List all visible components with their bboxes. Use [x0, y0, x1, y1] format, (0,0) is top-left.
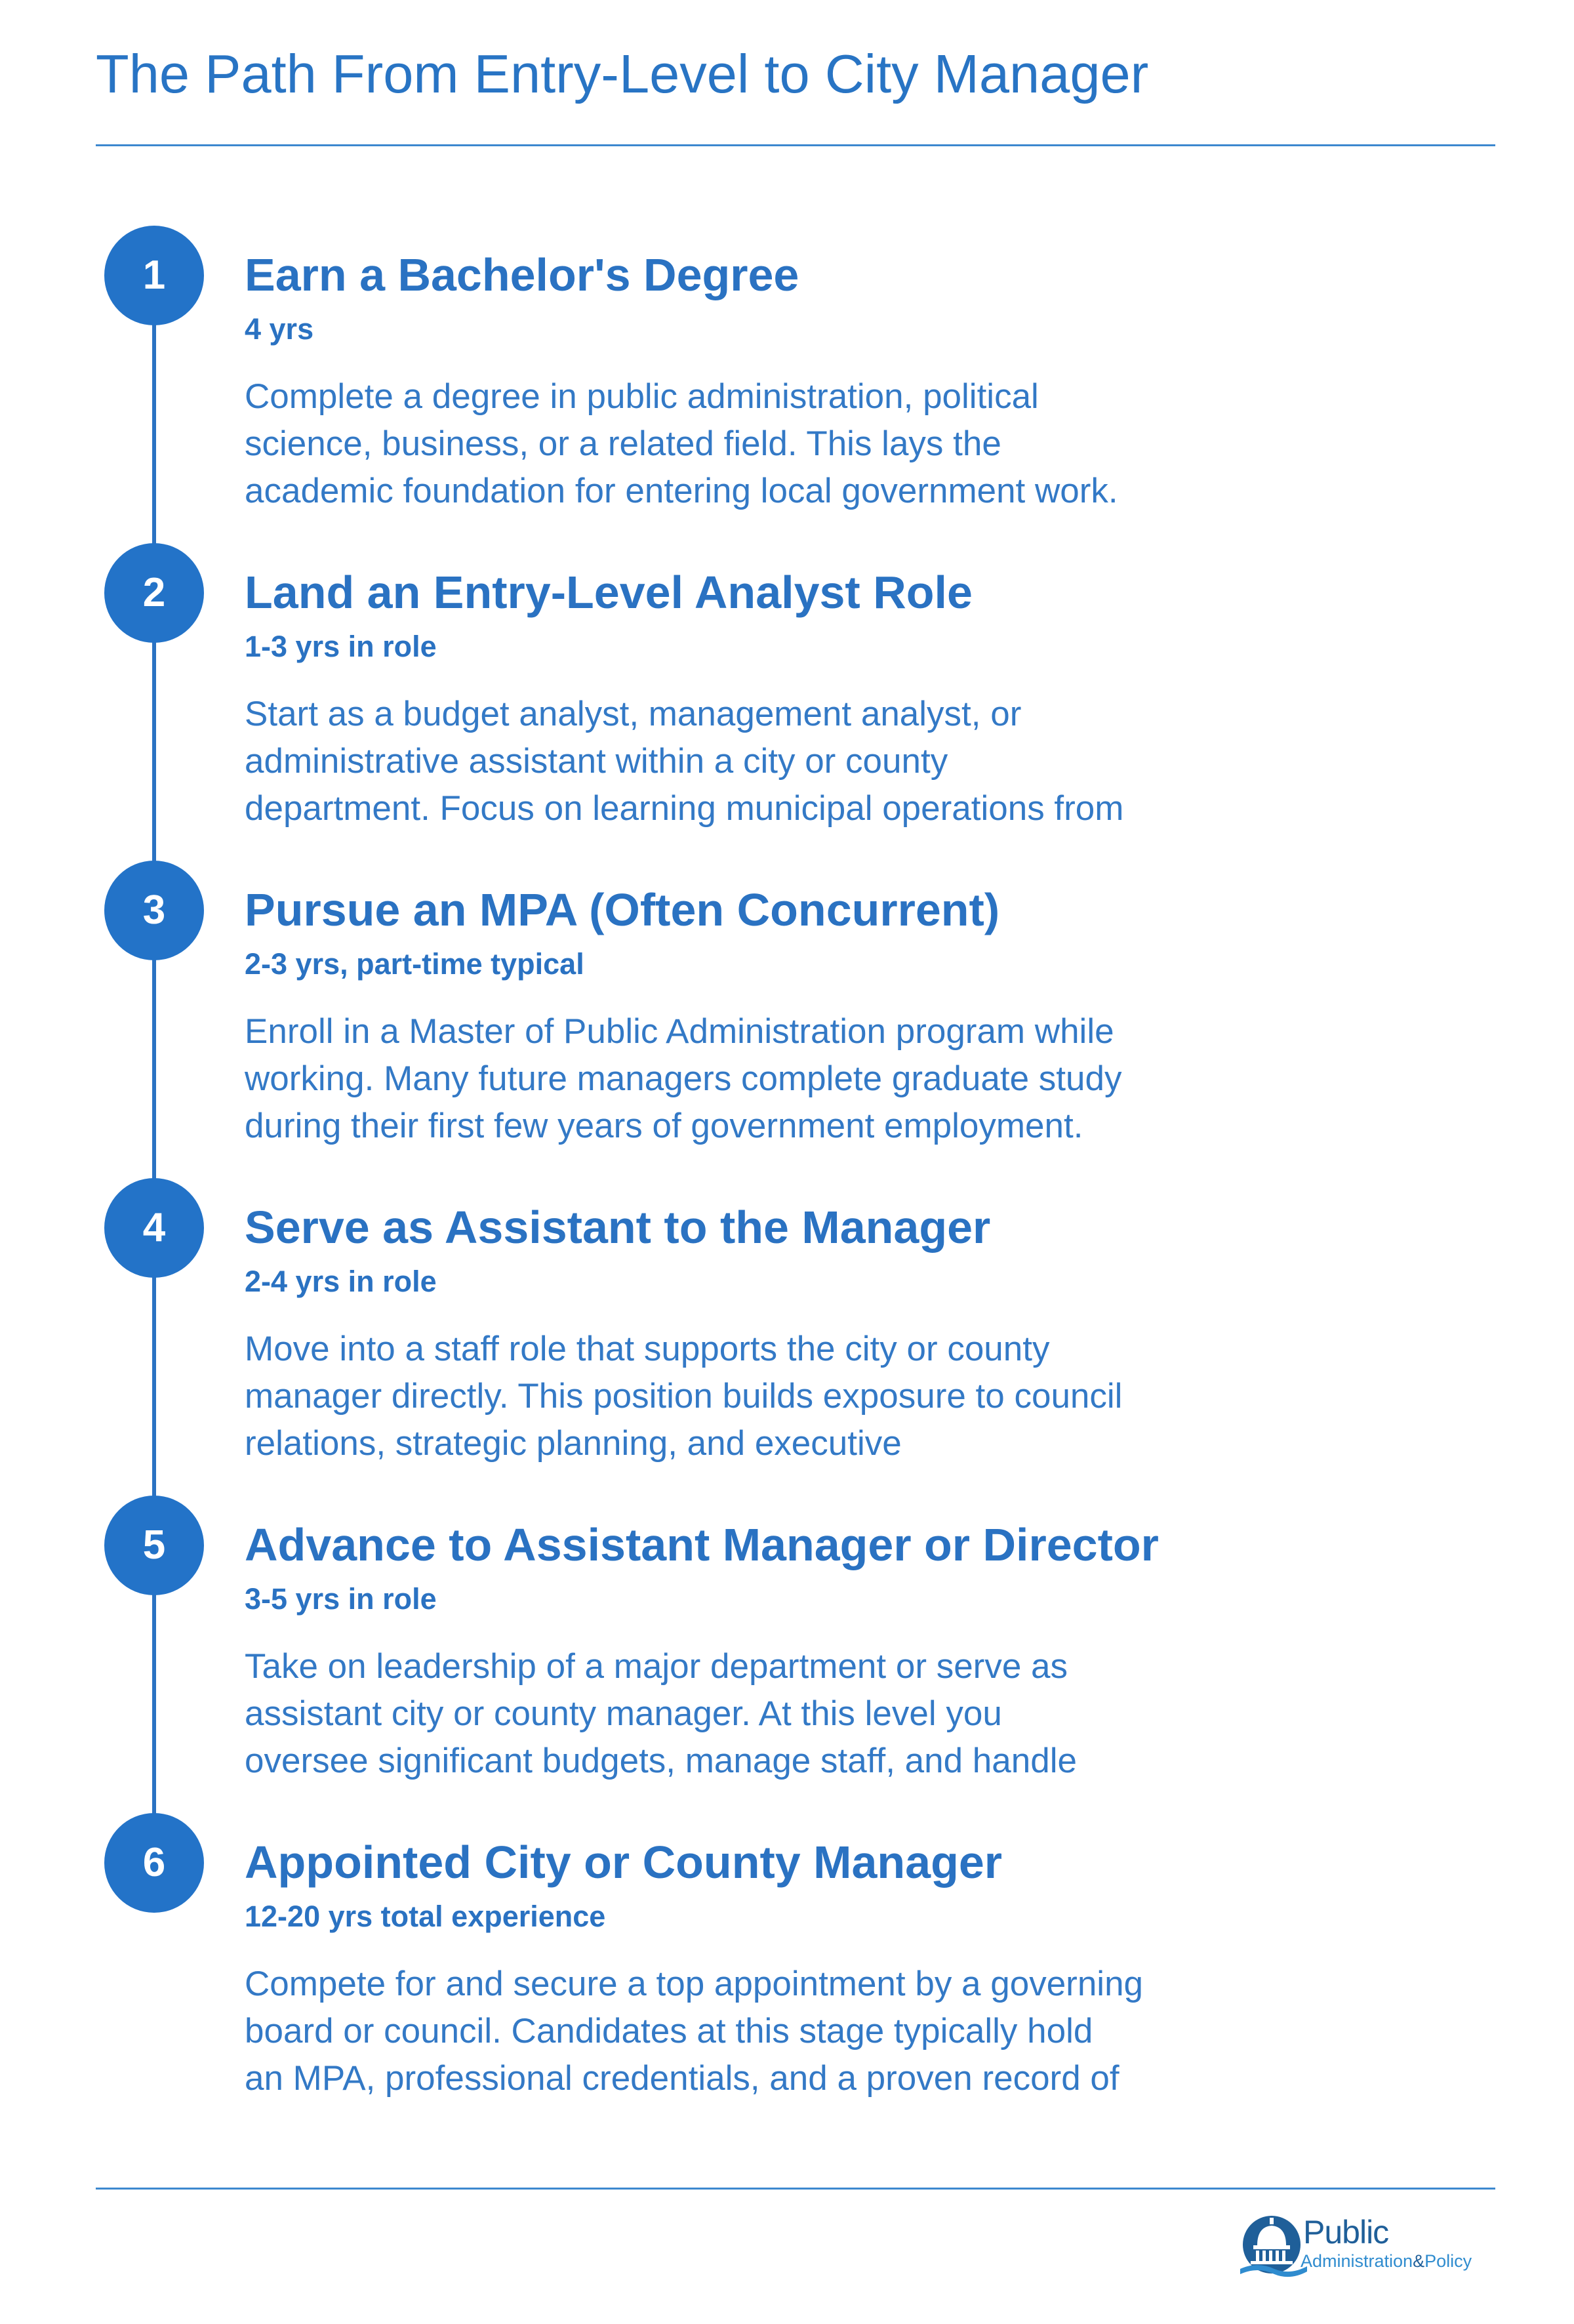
- step-duration: 2-4 yrs in role: [245, 1265, 437, 1298]
- step-description: [245, 691, 1261, 836]
- logo-wordmark-ampersand: &: [1413, 2251, 1425, 2271]
- step-title: Pursue an MPA (Often Concurrent): [245, 884, 1000, 935]
- header-divider: [96, 144, 1495, 146]
- step-title: Land an Entry-Level Analyst Role: [245, 567, 973, 618]
- step-description-line: Move into a staff role that supports the city or county: [245, 1330, 1050, 1368]
- step-number-badge: 3: [104, 861, 204, 960]
- step-duration: 12-20 yrs total experience: [245, 1900, 606, 1933]
- timeline-step-4: [0, 1178, 1574, 1493]
- step-title: Appointed City or County Manager: [245, 1837, 1002, 1888]
- step-description-line: Take on leadership of a major department or serve as: [245, 1647, 1068, 1686]
- step-description-line: working. Many future managers complete graduate study: [245, 1059, 1122, 1098]
- step-duration: 2-3 yrs, part-time typical: [245, 947, 584, 981]
- step-description-line: relations, strategic planning, and executive: [245, 1424, 902, 1463]
- step-description-line: an MPA, professional credentials, and a proven record of: [245, 2059, 1120, 2098]
- step-description: [245, 1326, 1261, 1471]
- step-description-line: academic foundation for entering local government work.: [245, 472, 1118, 510]
- step-description: [245, 1008, 1261, 1154]
- logo-wordmark-secondary: [1301, 2251, 1472, 2272]
- step-description: [245, 1961, 1261, 2106]
- capitol-dome-icon: [1238, 2209, 1310, 2281]
- step-description-line: Complete a degree in public administration, political: [245, 377, 1039, 416]
- timeline-step-6: [0, 1813, 1574, 2128]
- step-description-line: science, business, or a related field. This lays the: [245, 424, 1001, 463]
- logo-wordmark-policy: Policy: [1424, 2251, 1472, 2271]
- step-number-badge: 6: [104, 1813, 204, 1913]
- step-title: Advance to Assistant Manager or Director: [245, 1519, 1159, 1570]
- step-title: Earn a Bachelor's Degree: [245, 249, 799, 300]
- page-title: The Path From Entry-Level to City Manager: [96, 43, 1149, 104]
- step-title: Serve as Assistant to the Manager: [245, 1202, 991, 1253]
- step-number-badge: 5: [104, 1496, 204, 1595]
- step-description-line: manager directly. This position builds exposure to council: [245, 1377, 1123, 1416]
- step-description-line: board or council. Candidates at this stage typically hold: [245, 2012, 1093, 2050]
- step-duration: 4 yrs: [245, 312, 314, 346]
- logo-wordmark-primary: Public: [1303, 2214, 1389, 2251]
- timeline-step-5: [0, 1496, 1574, 1810]
- step-number-badge: 2: [104, 543, 204, 643]
- timeline-step-3: [0, 861, 1574, 1175]
- step-description-line: during their first few years of government employment.: [245, 1107, 1083, 1145]
- step-description-line: oversee significant budgets, manage staff, and handle: [245, 1742, 1077, 1780]
- step-description-line: Compete for and secure a top appointment by a governing: [245, 1965, 1144, 2003]
- step-description-line: assistant city or county manager. At this level you: [245, 1694, 1002, 1733]
- publisher-logo: [1238, 2209, 1500, 2281]
- step-description-line: department. Focus on learning municipal operations from: [245, 789, 1124, 828]
- step-description-line: Start as a budget analyst, management analyst, or: [245, 695, 1022, 733]
- timeline-step-2: [0, 543, 1574, 858]
- step-duration: 1-3 yrs in role: [245, 630, 437, 663]
- timeline-step-1: [0, 226, 1574, 540]
- step-description-line: administrative assistant within a city or county: [245, 742, 948, 781]
- step-description: [245, 373, 1261, 519]
- footer-divider: [96, 2188, 1495, 2190]
- logo-wordmark-administration: Administration: [1301, 2251, 1413, 2271]
- step-number-badge: 1: [104, 226, 204, 325]
- step-duration: 3-5 yrs in role: [245, 1582, 437, 1616]
- step-description-line: Enroll in a Master of Public Administration program while: [245, 1012, 1114, 1051]
- step-description: [245, 1643, 1261, 1789]
- step-number-badge: 4: [104, 1178, 204, 1278]
